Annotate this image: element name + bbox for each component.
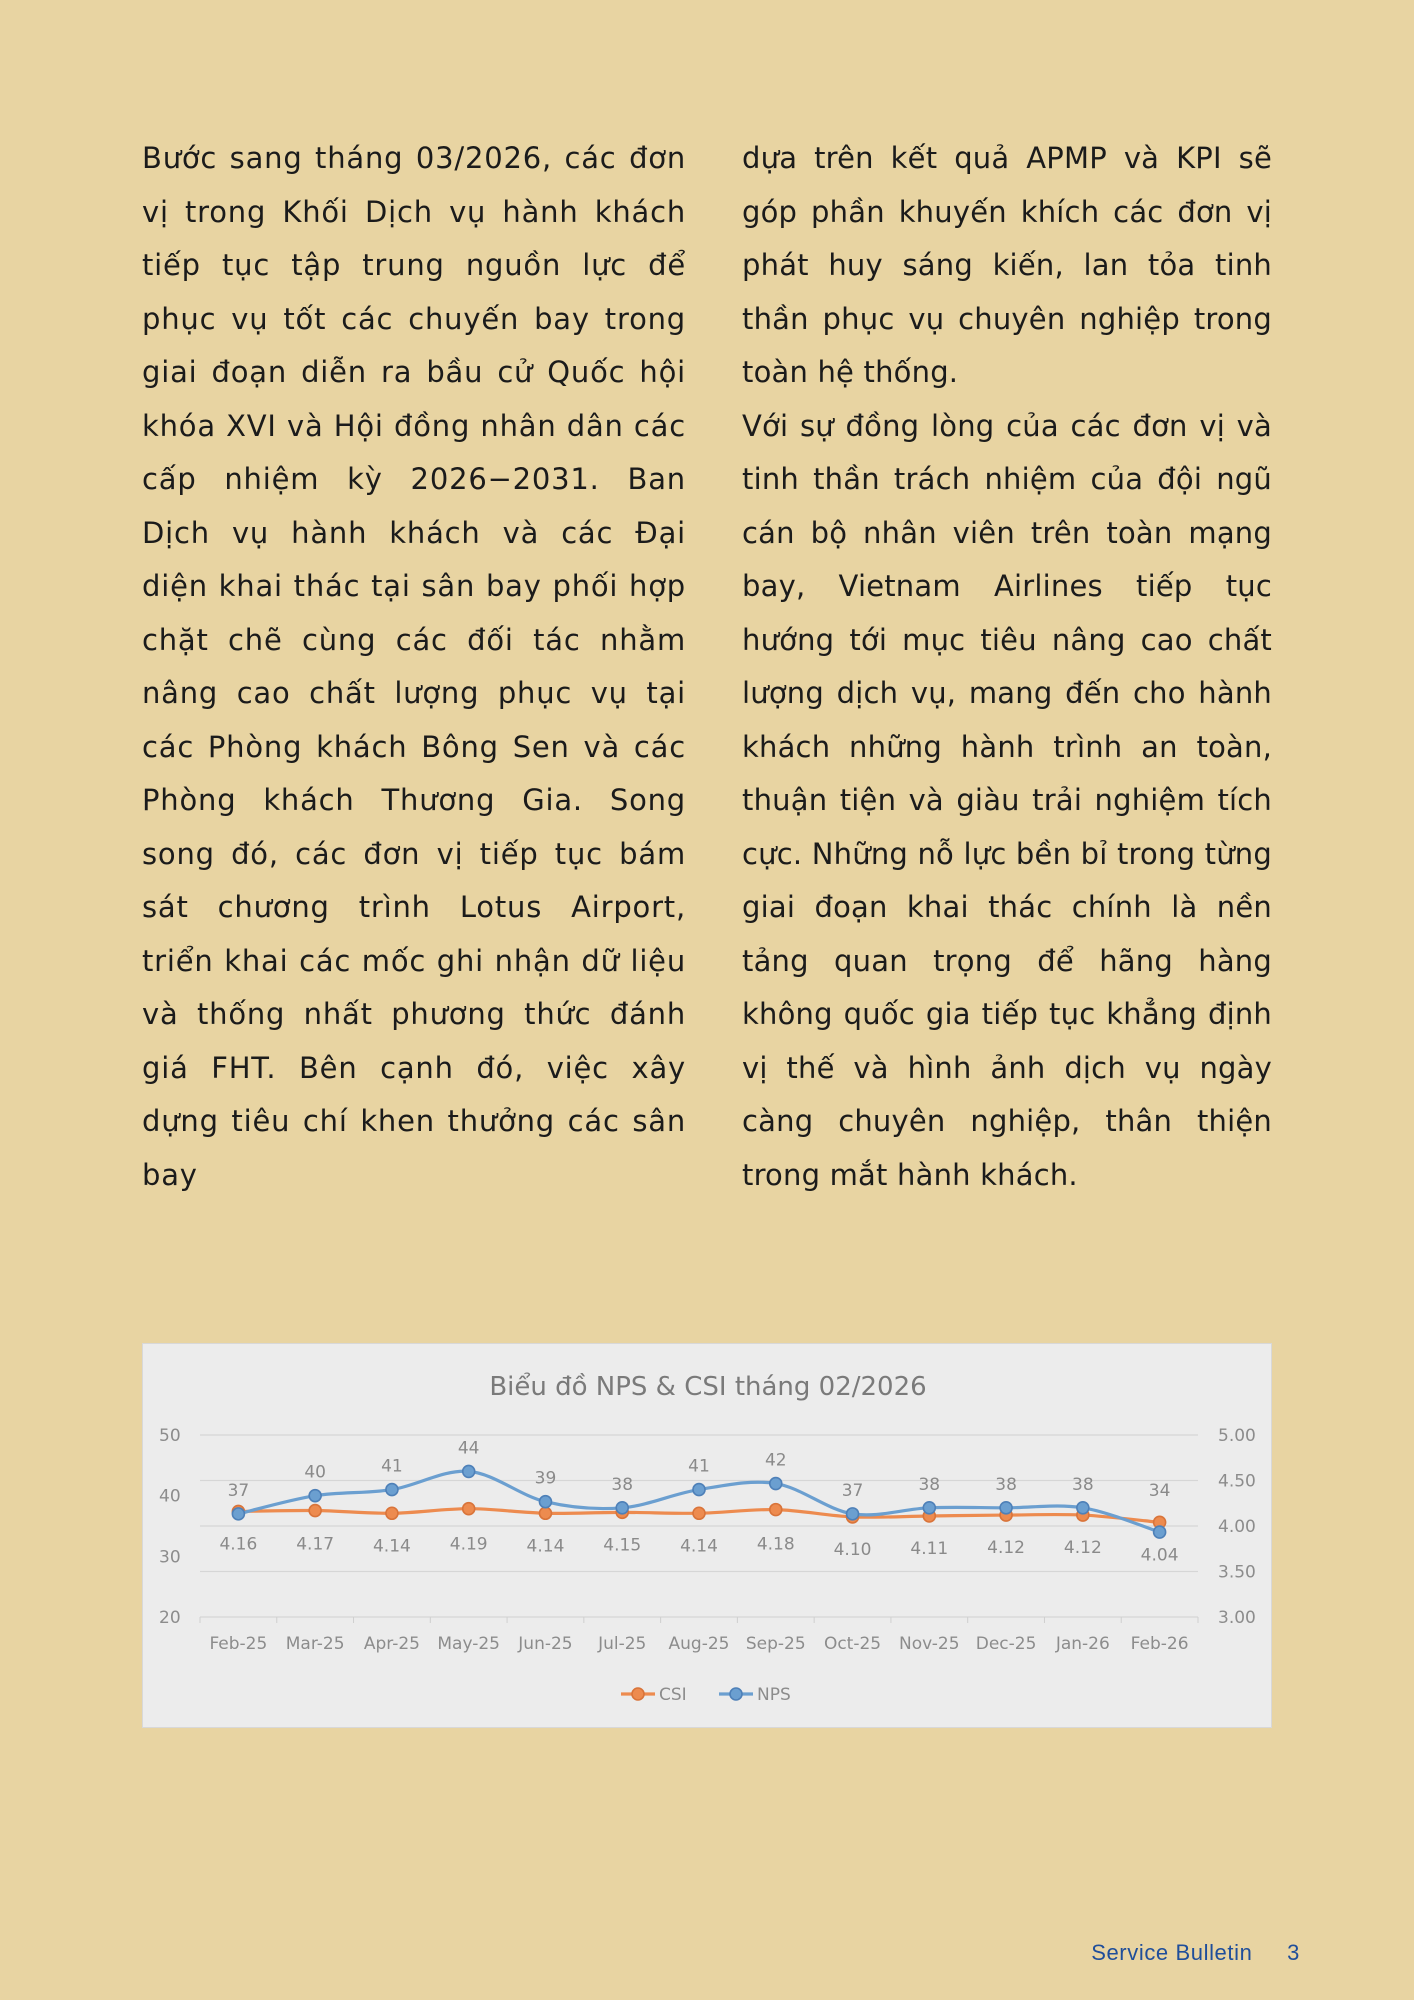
nps-data-point [1000, 1502, 1012, 1514]
y-left-tick-label: 20 [159, 1608, 181, 1628]
csi-legend-marker [632, 1688, 644, 1700]
x-tick-label: Apr-25 [363, 1634, 420, 1654]
csi-legend-label: CSI [659, 1685, 687, 1705]
nps-data-label: 37 [227, 1480, 250, 1501]
nps-data-point [1154, 1526, 1166, 1538]
nps-data-point [232, 1508, 244, 1520]
article-right-column [742, 132, 1272, 1202]
y-left-tick-label: 50 [159, 1426, 181, 1446]
csi-data-label: 4.15 [603, 1535, 642, 1556]
csi-data-label: 4.18 [756, 1534, 795, 1555]
csi-data-label: 4.14 [526, 1536, 565, 1557]
page-number: 3 [1287, 1940, 1300, 1965]
chart-legend [621, 1685, 791, 1705]
x-tick-label: Jun-25 [518, 1634, 573, 1654]
x-tick-label: Jul-25 [598, 1634, 647, 1654]
x-tick-label: Feb-25 [209, 1634, 268, 1654]
csi-data-point [693, 1507, 705, 1519]
nps-data-label: 38 [918, 1474, 941, 1495]
nps-data-label: 38 [995, 1474, 1017, 1495]
x-tick-label: Oct-25 [823, 1634, 882, 1654]
article-paragraph: Với sự đồng lòng của các đơn vị và tinh thần trách nhiệm của đội ngũ cán bộ nhân viên trên toàn mạng bay, Vietnam Airlines tiếp tục hướng tới mục tiêu nâng cao chất lượng dịch vụ, mang đến cho hành khách những hành trình an toàn, thuận tiện và giàu trải nghiệm tích cực. Những nỗ lực bền bỉ trong từng giai đoạn khai thác chính là nền tảng quan trọng để hãng hàng không quốc gia tiếp tục khẳng định vị thế và hình ảnh dịch vụ ngày càng chuyên nghiệp, thân thiện trong mắt hành khách. [742, 408, 1272, 1192]
page-footer [1091, 1940, 1300, 1966]
x-tick-label: Mar-25 [285, 1634, 345, 1654]
nps-data-point [1077, 1502, 1089, 1514]
x-tick-label: Feb-26 [1130, 1634, 1189, 1654]
nps-data-point [847, 1508, 859, 1520]
chart-canvas [143, 1344, 1273, 1729]
csi-data-point [309, 1505, 321, 1517]
x-tick-label: Jan-26 [1055, 1634, 1110, 1654]
y-right-tick-label: 5.00 [1218, 1426, 1256, 1446]
nps-data-point [923, 1502, 935, 1514]
nps-data-point [463, 1465, 475, 1477]
article-left-column [142, 132, 686, 1202]
y-left-tick-label: 40 [159, 1486, 181, 1507]
nps-data-label: 42 [764, 1450, 787, 1471]
csi-data-label: 4.10 [833, 1539, 872, 1560]
csi-data-label: 4.12 [987, 1538, 1026, 1559]
nps-legend-label: NPS [757, 1685, 791, 1705]
nps-data-point [616, 1502, 628, 1514]
csi-data-label: 4.19 [449, 1534, 488, 1555]
nps-data-label: 37 [841, 1480, 864, 1501]
x-tick-label: Aug-25 [668, 1634, 730, 1654]
csi-data-point [463, 1503, 475, 1515]
chart-data-labels [219, 1438, 1178, 1565]
nps-data-point [693, 1484, 705, 1496]
chart-title: Biểu đồ NPS & CSI tháng 02/2026 [489, 1372, 927, 1402]
csi-data-label: 4.16 [219, 1534, 258, 1555]
nps-data-point [539, 1496, 551, 1508]
csi-data-point [386, 1507, 398, 1519]
nps-data-label: 44 [457, 1438, 480, 1459]
nps-data-label: 39 [534, 1468, 557, 1489]
csi-data-label: 4.12 [1063, 1538, 1102, 1559]
csi-data-label: 4.14 [372, 1536, 411, 1557]
x-tick-label: Sep-25 [745, 1634, 806, 1654]
nps-data-label: 34 [1148, 1480, 1171, 1501]
x-tick-label: Nov-25 [899, 1634, 960, 1654]
nps-data-point [386, 1484, 398, 1496]
publication-name: Service Bulletin [1091, 1940, 1253, 1965]
nps-data-label: 41 [381, 1456, 403, 1477]
article-paragraph: Bước sang tháng 03/2026, các đơn vị trong Khối Dịch vụ hành khách tiếp tục tập trung nguồn lực để phục vụ tốt các chuyến bay trong giai đoạn diễn ra bầu cử Quốc hội khóa XVI và Hội đồng nhân dân các cấp nhiệm kỳ 2026−2031. Ban Dịch vụ hành khách và các Đại diện khai thác tại sân bay phối hợp chặt chẽ cùng các đối tác nhằm nâng cao chất lượng phục vụ tại các Phòng khách Bông Sen và các Phòng khách Thương Gia. Song song đó, các đơn vị tiếp tục bám sát chương trình Lotus Airport, triển khai các mốc ghi nhận dữ liệu và thống nhất phương thức đánh giá FHT. Bên cạnh đó, việc xây dựng tiêu chí khen thưởng các sân bay [142, 141, 686, 1192]
nps-data-label: 38 [1072, 1474, 1094, 1495]
x-tick-label: May-25 [437, 1634, 501, 1654]
y-right-tick-label: 4.00 [1218, 1517, 1256, 1537]
y-right-tick-label: 3.50 [1218, 1562, 1256, 1583]
nps-data-point [770, 1478, 782, 1490]
nps-data-label: 38 [611, 1474, 634, 1495]
article-paragraph: dựa trên kết quả APMP và KPI sẽ góp phần khuyến khích các đơn vị phát huy sáng kiến, lan tỏa tinh thần phục vụ chuyên nghiệp trong toàn hệ thống. [742, 141, 1272, 389]
y-right-tick-label: 4.50 [1218, 1471, 1256, 1492]
nps-legend-marker [730, 1688, 742, 1700]
nps-data-label: 41 [688, 1456, 710, 1477]
csi-data-label: 4.17 [296, 1534, 335, 1555]
csi-data-label: 4.14 [680, 1536, 718, 1557]
y-left-tick-label: 30 [159, 1547, 181, 1568]
csi-data-point [539, 1507, 551, 1519]
x-tick-label: Dec-25 [975, 1634, 1037, 1654]
csi-data-label: 4.11 [910, 1538, 949, 1559]
nps-data-point [309, 1490, 321, 1502]
nps-csi-chart [142, 1343, 1272, 1728]
y-right-tick-label: 3.00 [1218, 1608, 1256, 1628]
csi-data-point [770, 1504, 782, 1516]
csi-data-label: 4.04 [1140, 1545, 1179, 1566]
nps-data-label: 40 [304, 1462, 326, 1483]
